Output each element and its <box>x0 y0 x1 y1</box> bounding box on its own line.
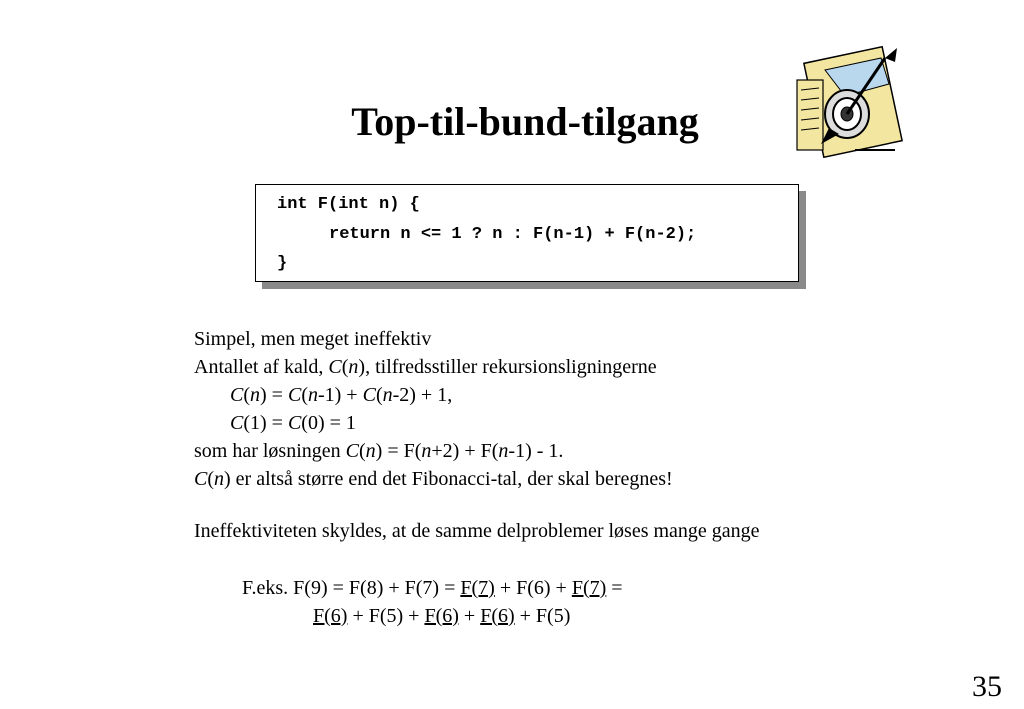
example-line-2: F(6) + F(5) + F(6) + F(6) + F(5) <box>313 605 571 627</box>
inefficiency-line: Ineffektiviteten skyldes, at de samme delproblemer løses mange gange <box>194 520 760 542</box>
base-case-equation: C(1) = C(0) = 1 <box>230 412 356 434</box>
body-line-2: Antallet af kald, C(n), tilfredsstiller rekursionsligningerne <box>194 356 657 378</box>
code-line-1: int F(int n) { <box>277 195 420 214</box>
example-line-1: F.eks. F(9) = F(8) + F(7) = F(7) + F(6) + F(7) = <box>242 577 623 599</box>
page-number: 35 <box>972 670 1002 703</box>
code-line-3: } <box>277 254 288 273</box>
body-line-1: Simpel, men meget ineffektiv <box>194 328 432 350</box>
dart-target-clipart <box>785 40 915 160</box>
recurrence-equation: C(n) = C(n-1) + C(n-2) + 1, <box>230 384 453 406</box>
solution-line: som har løsningen C(n) = F(n+2) + F(n-1) - 1. <box>194 440 564 462</box>
code-line-2: return n <= 1 ? n : F(n-1) + F(n-2); <box>329 225 697 244</box>
conclusion-line: C(n) er altså større end det Fibonacci-tal, der skal beregnes! <box>194 468 673 490</box>
slide-title: Top-til-bund-tilgang <box>351 99 699 144</box>
code-box <box>255 184 799 282</box>
